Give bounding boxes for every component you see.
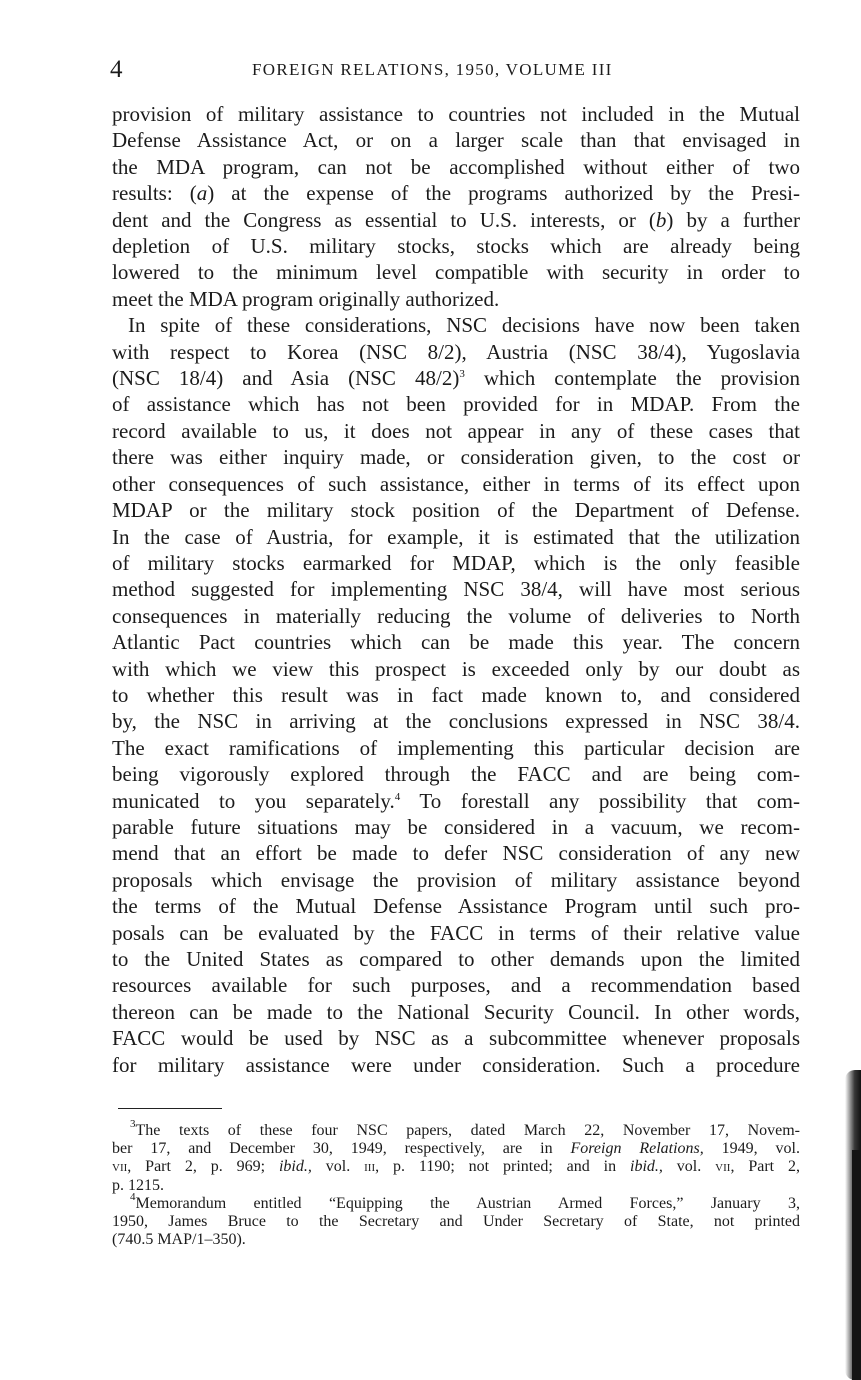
text-line: to whether this result was in fact made known to, and considered	[112, 682, 800, 707]
text-line: with which we view this prospect is exceeded only by our doubt as	[112, 656, 800, 681]
text-line: the MDA program, can not be accomplished without either of two	[112, 154, 800, 179]
text-line: for military assistance were under consideration. Such a procedure	[112, 1052, 800, 1077]
running-head: FOREIGN RELATIONS, 1950, VOLUME III	[252, 60, 613, 79]
footnote-line: $^4$Memorandum entitled “Equipping the Austrian Armed Forces,” January 3,	[130, 1190, 800, 1212]
text-line: being vigorously explored through the FACC and are being com-	[112, 762, 800, 787]
footnote-3	[112, 1118, 801, 1195]
footnote-line: (740.5 MAP/1–350).	[112, 1231, 246, 1249]
text-line: meet the MDA program originally authorized.	[112, 286, 500, 311]
text-line: there was either inquiry made, or consideration given, to the cost or	[112, 445, 800, 470]
text-line: MDAP or the military stock position of the Department of Defense.	[112, 498, 800, 523]
text-line: consequences in materially reducing the volume of deliveries to North	[112, 603, 800, 628]
text-line: FACC would be used by NSC as a subcommittee whenever proposals	[112, 1026, 800, 1051]
text-line: method suggested for implementing NSC 38/4, will have most serious	[112, 577, 800, 602]
text-line: mend that an effort be made to defer NSC consideration of any new	[112, 841, 800, 866]
text-line: Defense Assistance Act, or on a larger scale than that envisaged in	[112, 128, 800, 153]
footnote-ref-4: 4	[394, 790, 401, 803]
body-text	[112, 101, 800, 1078]
text-line: provision of military assistance to countries not included in the Mutual	[112, 102, 800, 126]
footnote-ref-3: 3	[459, 368, 465, 381]
text-line: to the United States as compared to other demands upon the limited	[112, 947, 800, 971]
text-line: Atlantic Pact countries which can be made this year. The concern	[112, 630, 800, 655]
page-number: 4	[110, 56, 123, 83]
footnotes	[112, 1118, 801, 1249]
text-line: proposals which envisage the provision of military assistance beyond	[112, 867, 800, 892]
footnote-line: 1950, James Bruce to the Secretary and Under Secretary of State, not printed	[112, 1213, 800, 1231]
footnote-line: ber 17, and December 30, 1949, respectively, are in Foreign Relations, 1949, vol.	[112, 1140, 801, 1158]
text-line: the terms of the Mutual Defense Assistance Program until such pro-	[112, 894, 800, 919]
text-line: dent and the Congress as essential to U.S. interests, or (b) by a further	[112, 207, 800, 232]
footnote-divider	[118, 1108, 222, 1109]
paragraph-nsc-decisions	[112, 312, 800, 1078]
footnote-line: p. 1215.	[112, 1176, 164, 1194]
text-line: thereon can be made to the National Security Council. In other words,	[112, 999, 800, 1024]
text-line: municated to you separately.$^4$ To forestall any possibility that com-	[112, 788, 800, 813]
text-line: In the case of Austria, for example, it is estimated that the utilization	[112, 524, 800, 549]
text-line: parable future situations may be considered in a vacuum, we recom-	[112, 814, 800, 839]
page-edge-shadow	[852, 1150, 861, 1380]
text-line: The exact ramifications of implementing this particular decision are	[112, 735, 800, 760]
text-line: of military stocks earmarked for MDAP, which is the only feasible	[112, 550, 800, 575]
text-line: lowered to the minimum level compatible with security in order to	[112, 260, 800, 285]
text-line: other consequences of such assistance, either in terms of its effect upon	[112, 471, 800, 496]
text-line: with respect to Korea (NSC 8/2), Austria (NSC 38/4), Yugoslavia	[112, 339, 800, 364]
paragraph-continued	[112, 101, 800, 312]
text-line: In spite of these considerations, NSC decisions have now been taken	[128, 313, 800, 338]
text-line: depletion of U.S. military stocks, stocks which are already being	[112, 234, 800, 259]
text-line: of assistance which has not been provided for in MDAP. From the	[112, 392, 800, 417]
text-line: by, the NSC in arriving at the conclusions expressed in NSC 38/4.	[112, 709, 800, 734]
footnote-line: vii, Part 2, p. 969; ibid., vol. iii, p. 1190; not printed; and in ibid., vol. vii, Part 2,	[112, 1158, 801, 1176]
text-line: results: (a) at the expense of the programs authorized by the Presi-	[112, 181, 800, 206]
text-line: record available to us, it does not appear in any of these cases that	[112, 418, 800, 443]
footnote-line: $^3$The texts of these four NSC papers, dated March 22, November 17, Novem-	[130, 1118, 800, 1139]
text-line: (NSC 18/4) and Asia (NSC 48/2)$^3$ which contemplate the provision	[112, 366, 800, 391]
footnote-4	[112, 1190, 800, 1250]
page-header	[110, 56, 800, 86]
text-line: resources available for such purposes, and a recommendation based	[112, 973, 800, 998]
text-line: posals can be evaluated by the FACC in terms of their relative value	[112, 920, 800, 945]
